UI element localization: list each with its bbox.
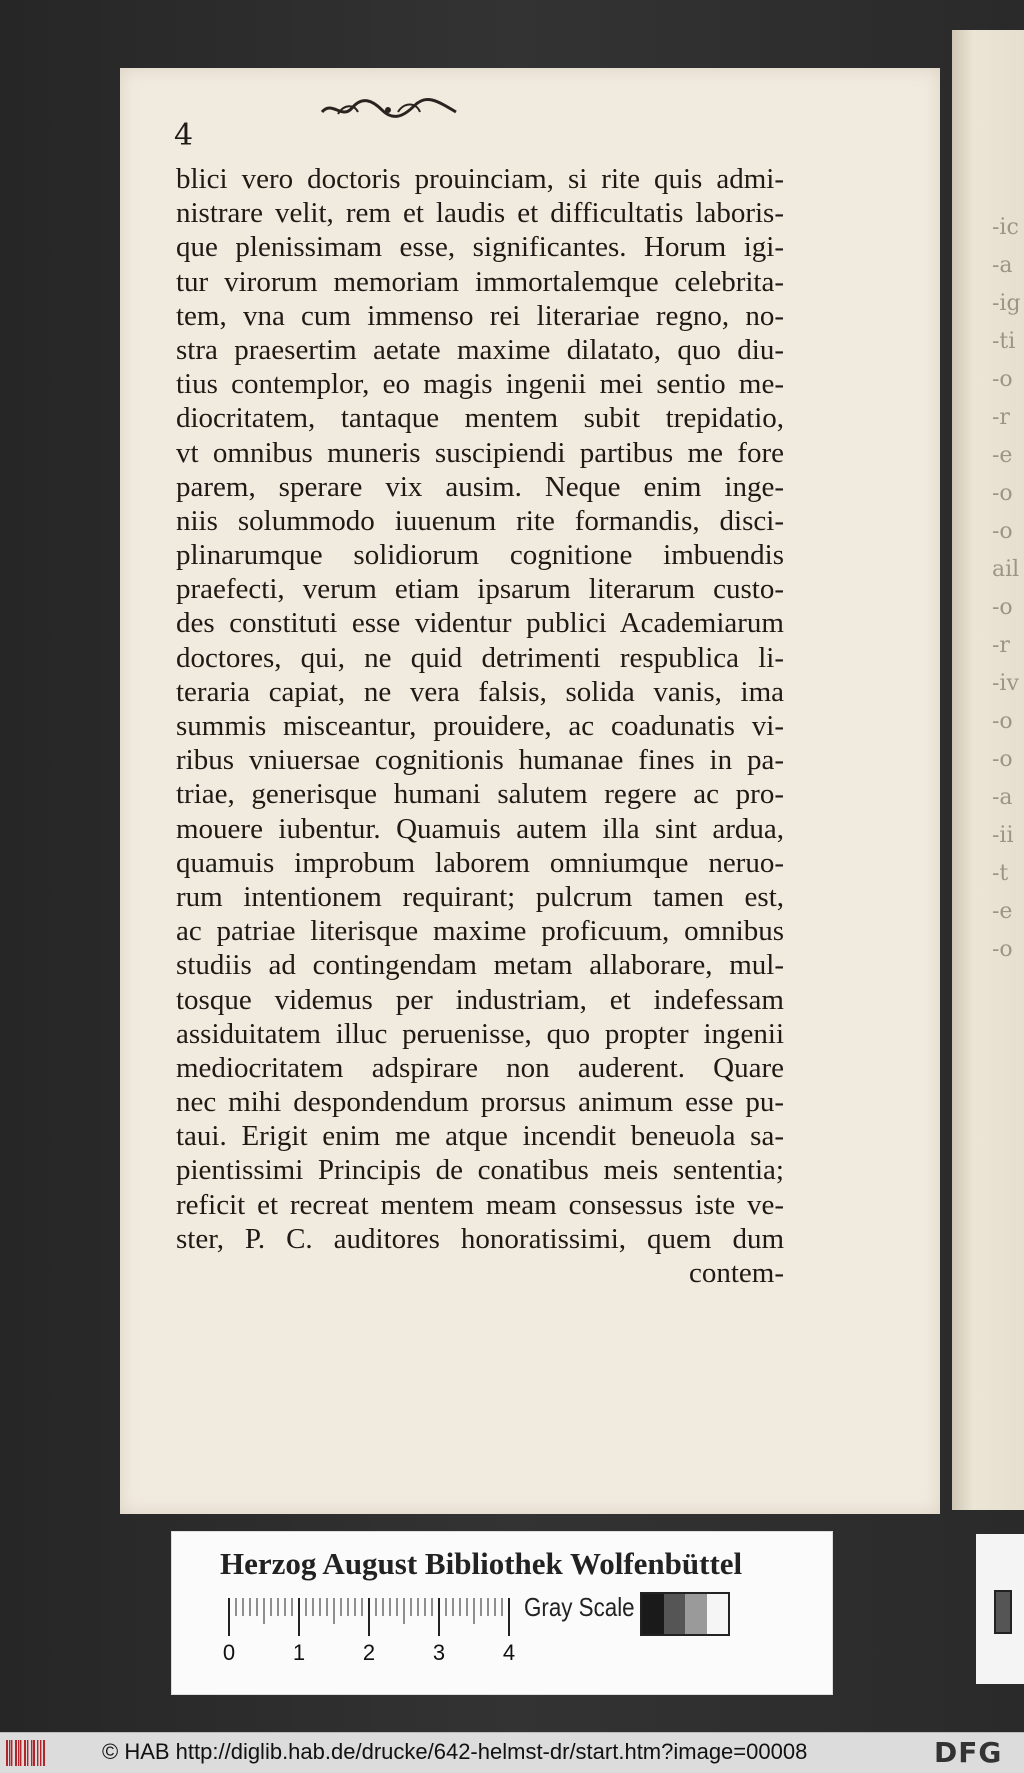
page-number: 4 — [174, 118, 194, 153]
text-line: rum intentionem requirant; pulcrum tamen est, — [176, 880, 784, 913]
adjacent-text-fragment: -ic — [992, 215, 1019, 240]
text-line: studiis ad contingendam metam allaborare, mul- — [176, 949, 784, 982]
text-line: blici vero doctoris prouinciam, si rite quis admi- — [176, 163, 784, 195]
text-line: plinarumque solidiorum cognitione imbuendis — [176, 539, 784, 572]
adjacent-text-fragment: -e — [992, 899, 1013, 924]
barcode-bar — [11, 1740, 12, 1766]
text-line: mediocritatem adspirare non auderent. Quare — [176, 1051, 784, 1084]
text-line: tem, vna cum immenso rei literariae regno, no- — [176, 299, 784, 332]
ornament-icon — [318, 96, 460, 122]
text-line: taui. Erigit enim me atque incendit beneuola sa- — [176, 1120, 784, 1153]
adjacent-text-fragment: -o — [992, 367, 1013, 392]
gray-scale-bar — [640, 1592, 730, 1636]
body-text — [176, 162, 784, 1290]
text-line: nec mihi despondendum prorsus animum esse pu- — [176, 1086, 784, 1119]
text-line: assiduitatem illuc peruenisse, quo propter ingenii — [176, 1017, 784, 1050]
adjacent-text-fragment: -r — [992, 405, 1010, 430]
adjacent-text-fragment: -a — [992, 253, 1013, 278]
adjacent-text-fragment: -t — [992, 861, 1009, 886]
text-line: triae, generisque humani salutem regere ac pro- — [176, 778, 784, 811]
text-line: que plenissimam esse, significantes. Horum igi- — [176, 231, 784, 264]
ruler-number: 1 — [292, 1640, 306, 1665]
adjacent-text-fragment: -a — [992, 785, 1013, 810]
text-line: tosque videmus per industriam, et indefessam — [176, 983, 784, 1016]
adjacent-text-fragment: -ig — [992, 291, 1021, 316]
side-calibration-card — [976, 1534, 1024, 1684]
barcode-bar — [20, 1740, 21, 1766]
text-line: mouere iubentur. Quamuis autem illa sint ardua, — [176, 812, 784, 845]
barcode-bar — [40, 1740, 41, 1766]
text-line: teraria capiat, ne vera falsis, solida vanis, ima — [176, 675, 784, 708]
text-line: ribus vniuersae cognitionis humanae fines in pa- — [176, 744, 784, 777]
hab-barcode-icon — [6, 1740, 48, 1766]
text-line: pientissimi Principis de conatibus meis sententia; — [176, 1154, 784, 1187]
dfg-logo-icon: DFG — [934, 1736, 1003, 1769]
text-line: reficit et recreat mentem meam consessus iste ve- — [176, 1188, 784, 1221]
text-line: des constituti esse videntur publici Academiarum — [176, 607, 784, 640]
barcode-bar — [43, 1740, 45, 1766]
measurement-ruler — [222, 1598, 516, 1665]
adjacent-text-fragment: -ii — [992, 823, 1014, 848]
adjacent-text-fragment: -o — [992, 519, 1013, 544]
text-line: summis misceantur, prouidere, ac coadunatis vi- — [176, 710, 784, 742]
text-line: tur virorum memoriam immortalemque celebrita- — [176, 265, 784, 298]
adjacent-text-fragment: -ti — [992, 329, 1016, 354]
text-line: diocritatem, tantaque mentem subit trepidatio, — [176, 402, 784, 435]
gray-scale-swatch — [707, 1594, 729, 1634]
gray-scale-swatch — [685, 1594, 707, 1634]
library-label-card — [171, 1531, 833, 1695]
text-line: niis solummodo iuuenum rite formandis, disci- — [176, 504, 784, 537]
adjacent-text-fragment: -o — [992, 709, 1013, 734]
gray-scale-swatch — [642, 1594, 664, 1634]
gray-scale-swatch — [664, 1594, 686, 1634]
barcode-bar — [24, 1740, 26, 1766]
ruler-number: 4 — [502, 1640, 516, 1665]
calibration-patch — [994, 1590, 1012, 1634]
barcode-bar — [18, 1740, 19, 1766]
ruler-number: 3 — [432, 1640, 446, 1665]
footer-bar — [0, 1732, 1024, 1773]
ruler-ticks — [223, 1598, 513, 1638]
text-line: ac patriae literisque maxime proficuum, omnibus — [176, 915, 784, 948]
text-line: tius contemplor, eo magis ingenii mei sentio me- — [176, 368, 784, 401]
barcode-bar — [27, 1740, 28, 1766]
text-line: parem, sperare vix ausim. Neque enim inge- — [176, 470, 784, 503]
adjacent-page-edge — [952, 30, 1024, 1510]
gray-scale-label: Gray Scale — [524, 1592, 635, 1622]
source-url[interactable]: © HAB http://diglib.hab.de/drucke/642-helmst-dr/start.htm?image=00008 — [102, 1739, 808, 1764]
adjacent-text-fragment: -o — [992, 595, 1013, 620]
catchword: contem- — [688, 1257, 784, 1289]
adjacent-text-fragment: -o — [992, 747, 1013, 772]
text-line: ster, P. C. auditores honoratissimi, quem dum — [176, 1222, 784, 1255]
text-line: vt omnibus muneris suscipiendi partibus me fore — [176, 436, 784, 469]
text-line: nistrare velit, rem et laudis et difficultatis laboris- — [176, 197, 784, 230]
text-line: stra praesertim aetate maxime dilatato, quo diu- — [176, 333, 784, 366]
ruler-number: 0 — [222, 1640, 236, 1665]
barcode-bar — [15, 1740, 17, 1766]
adjacent-text-fragment: -iv — [992, 671, 1019, 696]
adjacent-text-fragment: -o — [992, 937, 1013, 962]
library-name: Herzog August Bibliothek Wolfenbüttel — [220, 1546, 743, 1581]
adjacent-text-fragment: -e — [992, 443, 1013, 468]
text-line: quamuis improbum laborem omniumque neruo- — [176, 846, 784, 879]
barcode-bar — [6, 1740, 8, 1766]
barcode-bar — [31, 1740, 32, 1766]
barcode-bar — [37, 1740, 38, 1766]
barcode-bar — [9, 1740, 10, 1766]
adjacent-text-fragment: -r — [992, 633, 1010, 658]
text-line: praefecti, verum etiam ipsarum literarum custo- — [176, 573, 784, 606]
adjacent-text-fragment: -o — [992, 481, 1013, 506]
adjacent-text-fragment: ail — [992, 557, 1020, 582]
ruler-number: 2 — [362, 1640, 376, 1665]
barcode-bar — [33, 1740, 35, 1766]
text-line: doctores, qui, ne quid detrimenti respublica li- — [176, 641, 784, 674]
